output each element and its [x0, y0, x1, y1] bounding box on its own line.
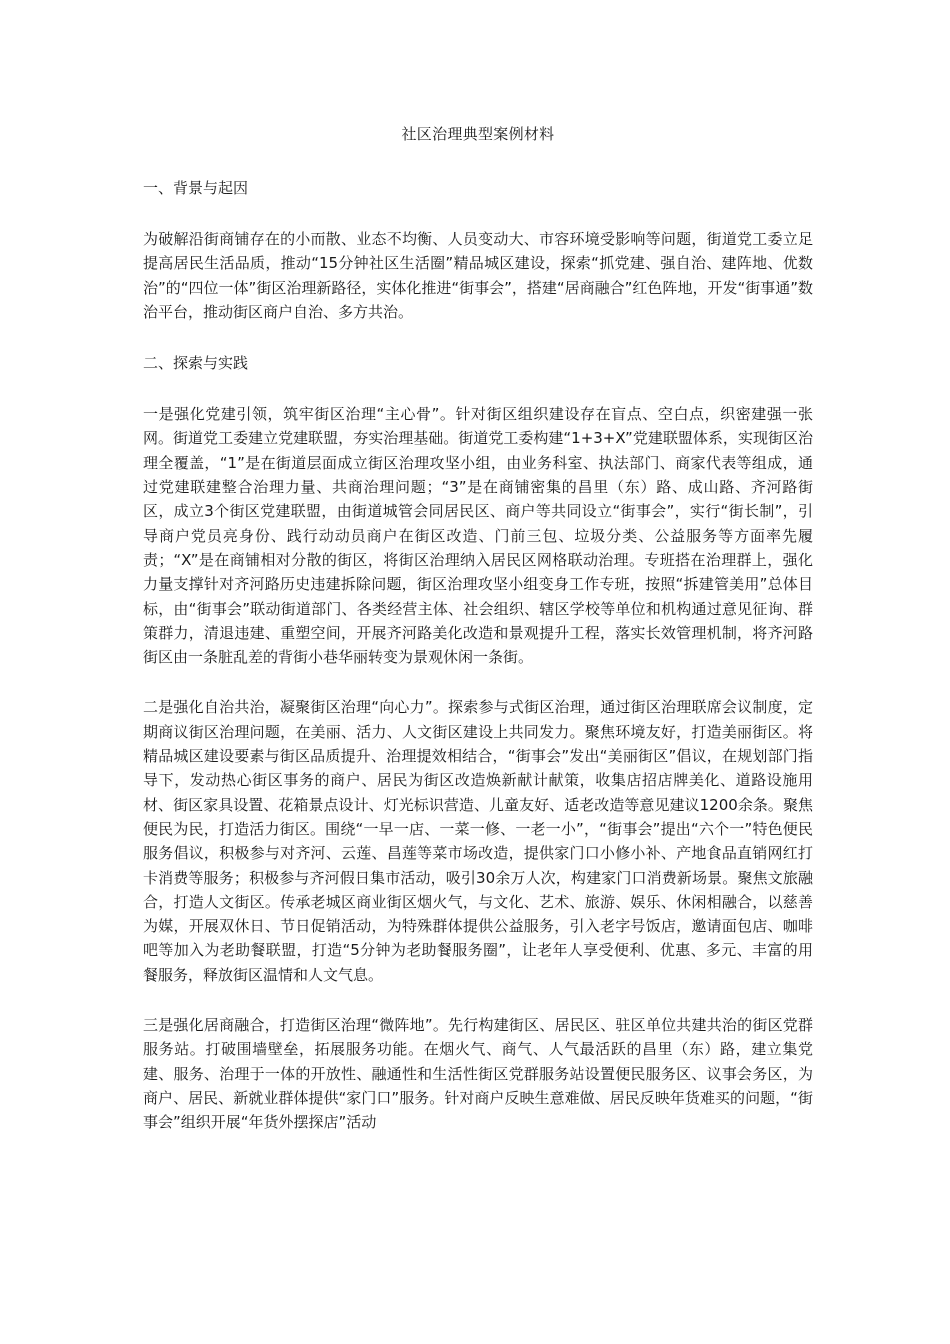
- document-title: 社区治理典型案例材料: [401, 125, 555, 143]
- section-heading-practice: 二、探索与实践: [143, 354, 249, 373]
- paragraph-party-building: 一是强化党建引领，筑牢街区治理“主心骨”。针对街区组织建设存在盲点、空白点，织密建强一张网。街道党工委建立党建联盟，夯实治理基础。街道党工委构建“1+3+X”党建联盟体系，实现街区治理全覆盖，“1”是在街道层面成立街区治理攻坚小组，由业务科室、执法部门、商家代表等组成，通过党建联建整合治理力量、共商治理问题；“3”是在商铺密集的昌里（东）路、成山路、齐河路街区，成立3个街区党建联盟，由街道城管会同居民区、商户等共同设立“街事会”，实行“街长制”，引导商户党员亮身份、践行动动员商户在街区改造、门前三包、垃圾分类、公益服务等方面率先履责；“X”是在商铺相对分散的街区，将街区治理纳入居民区网格联动治理。专班搭在治理群上，强化力量支撑针对齐河路历史违建拆除问题，街区治理攻坚小组变身工作专班，按照“拆建管美用”总体目标，由“街事会”联动街道部门、各类经营主体、社会组织、辖区学校等单位和机构通过意见征询、群策群力，清退违建、重塑空间，开展齐河路美化改造和景观提升工程，落实长效管理机制，将齐河路街区由一条脏乱差的背街小巷华丽转变为景观休闲一条街。: [143, 405, 813, 667]
- paragraph-background: 为破解沿街商铺存在的小而散、业态不均衡、人员变动大、市容环境受影响等问题，街道党工委立足提高居民生活品质，推动“15分钟社区生活圈”精品城区建设，探索“抓党建、强自治、建阵地、优数治”的“四位一体”街区治理新路径，实体化推进“街事会”，搭建“居商融合”红色阵地，开发“街事通”数治平台，推动街区商户自治、多方共治。: [143, 230, 813, 321]
- paragraph-resident-merchant: 三是强化居商融合，打造街区治理“微阵地”。先行构建街区、居民区、驻区单位共建共治的街区党群服务站。打破围墙壁垒，拓展服务功能。在烟火气、商气、人气最活跃的昌里（东）路，建立集党建、服务、治理于一体的开放性、融通性和生活性街区党群服务站设置便民服务区、议事会务区，为商户、居民、新就业群体提供“家门口”服务。针对商户反映生意难做、居民反映年货难买的问题，“街事会”组织开展“年货外摆探店”活动: [143, 1016, 813, 1132]
- section-heading-background: 一、背景与起因: [143, 179, 249, 197]
- paragraph-self-governance: 二是强化自治共治，凝聚街区治理“向心力”。探索参与式街区治理，通过街区治理联席会议制度，定期商议街区治理问题，在美丽、活力、人文街区建设上共同发力。聚焦环境友好，打造美丽街区。将精品城区建设要素与街区品质提升、治理提效相结合，“街事会”发出“美丽街区”倡议，在规划部门指导下，发动热心街区事务的商户、居民为街区改造焕新献计献策，收集店招店牌美化、道路设施用材、街区家具设置、花箱景点设计、灯光标识营造、儿童友好、适老改造等意见建议1200余条。聚焦便民为民，打造活力街区。围绕“一早一店、一菜一修、一老一小”，“街事会”提出“六个一”特色便民服务倡议，积极参与对齐河、云莲、昌莲等菜市场改造，提供家门口小修小补、产地食品直销网红打卡消费等服务；积极参与齐河假日集市活动，吸引30余万人次，构建家门口消费新场景。聚焦文旅融合，打造人文街区。传承老城区商业街区烟火气，与文化、艺术、旅游、娱乐、休闲相融合，以慈善为媒，开展双休日、节日促销活动，为特殊群体提供公益服务，引入老字号饭店，邀请面包店、咖啡吧等加入为老助餐联盟，打造“5分钟为老助餐服务圈”，让老年人享受便利、优惠、多元、丰富的用餐服务，释放街区温情和人文气息。: [143, 698, 813, 984]
- document-page: [143, 121, 813, 1135]
